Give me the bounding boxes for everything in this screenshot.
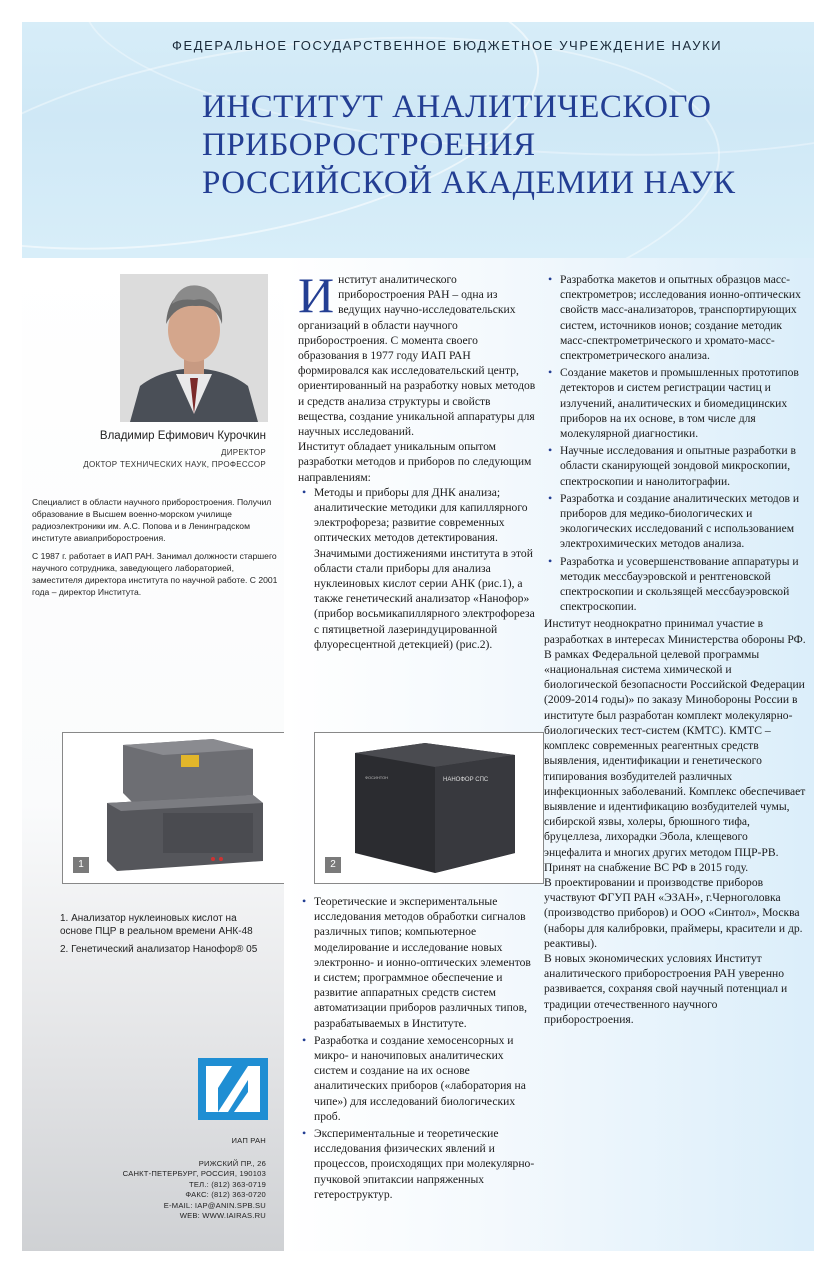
director-portrait [120, 274, 268, 422]
contact-fax: ФАКС: (812) 363-0720 [185, 1190, 266, 1199]
text-column-2 [544, 272, 806, 1027]
list-item: • Экспериментальные и теоретические исследования физических явлений и процессов, происходящих при молекулярно-пучковой эпитаксии напряженных гетероструктур. [314, 1126, 538, 1202]
drop-cap: И [298, 267, 335, 323]
director-name: Владимир Ефимович Курочкин [99, 430, 266, 442]
device-label: НАНОФОР СПС [443, 777, 489, 783]
contact-address: РИЖСКИЙ ПР., 26 [198, 1158, 266, 1168]
list-item: • Теоретические и экспериментальные исследования методов обработки сигналов различных типов; компьютерное моделирование и исследование новых электронно- и ионно-оптических элементов и систем; программное обеспечение и развитие аппаратных средств систем автоматизации приборов различных типов, разрабатываемых в Институте. [314, 894, 538, 1031]
body-paragraph: Институт неоднократно принимал участие в разработках в интересах Министерства обороны РФ. В рамках Федеральной целевой программы «национальная система химической и биологической безопасности Российской Федерации (2009-2014 годы)» по заказу Минобороны России в институте был разработан комплект молекулярно-биологических тест-систем (КМТС). КМТС – комплекс современных реагентных средств выявления, идентификации и генетического типирования возбудителей различных инфекционных заболеваний. Комплекс обеспечивает выявление и идентификацию возбудителей чумы, сибирской язвы, холеры, брюшного тифа, бруцеллеза, лихорадки Эбола, клещевого энцефалита и многих других методом ПЦР-РВ. Принят на снабжение ВС РФ в 2015 году. [544, 617, 806, 874]
bio-paragraph: С 1987 г. работает в ИАП РАН. Занимал должности старшего научного сотрудника, заведующего лабораторией, заместителя директора института по научной работе. С 2001 года – директор Института. [32, 551, 278, 597]
intro-text: нститут аналитического приборостроения РАН – одна из ведущих научно-исследовательских организаций в области научного приборостроения. С момента своего образования в 1977 году ИАП РАН формировался как исследовательский центр, ориентированный на разработку новых методов и средств анализа структуры и свойств вещества, создание уникальной аппаратуры для научных исследований. [298, 273, 536, 439]
figure-number-badge: 1 [73, 857, 89, 873]
title-line: РОССИЙСКОЙ АКАДЕМИИ НАУК [202, 165, 736, 201]
director-position: ДИРЕКТОР [221, 448, 266, 457]
iap-logo-icon [198, 1058, 268, 1120]
body-paragraph: В проектировании и производстве приборов участвуют ФГУП РАН «ЭЗАН», г.Черноголовка (производство приборов) и ООО «Синтол», Москва (наборы для калибровки, праймеры, красители и др. реактивы). [544, 875, 803, 950]
main-content [284, 258, 814, 1251]
device-brand: ФОСИНТОН [365, 775, 389, 780]
title-line: ИНСТИТУТ АНАЛИТИЧЕСКОГО [202, 89, 712, 125]
list-item: • Создание макетов и промышленных прототипов детекторов и систем регистрации частиц и излучений, аналитических и биомедицинских приборов на их основе, в том числе для молекулярной диагностики. [560, 365, 806, 441]
supertitle: ФЕДЕРАЛЬНОЕ ГОСУДАРСТВЕННОЕ БЮДЖЕТНОЕ УЧРЕЖДЕНИЕ НАУКИ [172, 38, 723, 53]
figure-2-photo [314, 732, 544, 884]
director-bio [32, 496, 280, 604]
nanofor-analyzer-image [315, 733, 543, 883]
figure-captions [60, 912, 270, 961]
institute-logo [198, 1058, 268, 1120]
list-item: • Разработка и создание хемосенсорных и микро- и наночиповых аналитических систем и создание на их основе аналитических приборов («лаборатория на чипе») для исследований биологических проб. [314, 1033, 538, 1124]
figure-caption: 2. Генетический анализатор Нанофор® 05 [60, 944, 258, 955]
text-column-1-continued [298, 894, 538, 1204]
list-item: • Разработка макетов и опытных образцов масс-спектрометров; исследования ионно-оптических свойств масс-анализаторов, транспортирующих систем, источников ионов; создание методик масс-спектрометрического и хромато-масс-спектрометрического анализа. [560, 272, 806, 363]
contact-city: САНКТ-ПЕТЕРБУРГ, РОССИЯ, 190103 [122, 1169, 266, 1178]
contact-phone: ТЕЛ.: (812) 363-0719 [189, 1179, 266, 1189]
contact-email[interactable]: E-MAIL: IAP@ANIN.SPB.SU [163, 1200, 266, 1210]
text-column-1 [298, 267, 538, 654]
contact-website[interactable]: WEB: WWW.IAIRAS.RU [179, 1211, 266, 1220]
page-title [202, 88, 802, 202]
list-item: • Разработка и создание аналитических методов и приборов для медико-биологических и экологических исследований с использованием электрохимических методов анализа. [560, 491, 806, 552]
directions-list-continued [298, 894, 538, 1202]
figure-1-photo [62, 732, 294, 884]
portrait-image [120, 274, 268, 422]
directions-list [298, 485, 538, 652]
figure-number-badge: 2 [325, 857, 341, 873]
header-banner [22, 22, 814, 258]
left-sidebar [22, 258, 284, 1251]
bio-paragraph: Специалист в области научного приборостроения. Получил образование в Высшем военно-морском училище радиоэлектроники им. А.С. Попова и в Ленинградском институте авиаприборостроения. [32, 497, 272, 543]
director-degree: ДОКТОР ТЕХНИЧЕСКИХ НАУК, ПРОФЕССОР [83, 460, 266, 469]
figure-caption: 1. Анализатор нуклеиновых кислот на основе ПЦР в реальном времени АНК-48 [60, 913, 253, 937]
title-line: ПРИБОРОСТРОЕНИЯ [202, 127, 536, 163]
intro-paragraph [298, 267, 538, 439]
contact-block [36, 1136, 266, 1222]
body-paragraph: В новых экономических условиях Институт аналитического приборостроения РАН уверенно развивается, сохраняя свой научный потенциал и традиции отечественного научного приборостроения. [544, 951, 788, 1026]
list-item: • Методы и приборы для ДНК анализа; аналитические методики для капиллярного электрофореза; развитие современных оптических методов детектирования. Значимыми достижениями института в этой области стали приборы для анализа нуклеиновых кислот серии АНК (рис.1), а также генетический анализатор «Нанофор» (прибор восьмикапиллярного электрофореза с пятицветной лазериндуцированной флуоресцентной детекцией) (рис.2). [314, 485, 538, 652]
contact-org: ИАП РАН [231, 1136, 266, 1145]
lead-paragraph: Институт обладает уникальным опытом разработки методов и приборов по следующим направлениям: [298, 440, 532, 484]
list-item: • Разработка и усовершенствование аппаратуры и методик мессбауэровской и рентгеновской спектроскопии и скользящей мессбауэровской спектроскопии. [560, 554, 806, 615]
directions-list-2 [544, 272, 806, 614]
list-item: • Научные исследования и опытные разработки в области сканирующей зондовой микроскопии, спектроскопии и нанолитографии. [560, 443, 806, 489]
analyzer-ank48-image [63, 733, 293, 883]
